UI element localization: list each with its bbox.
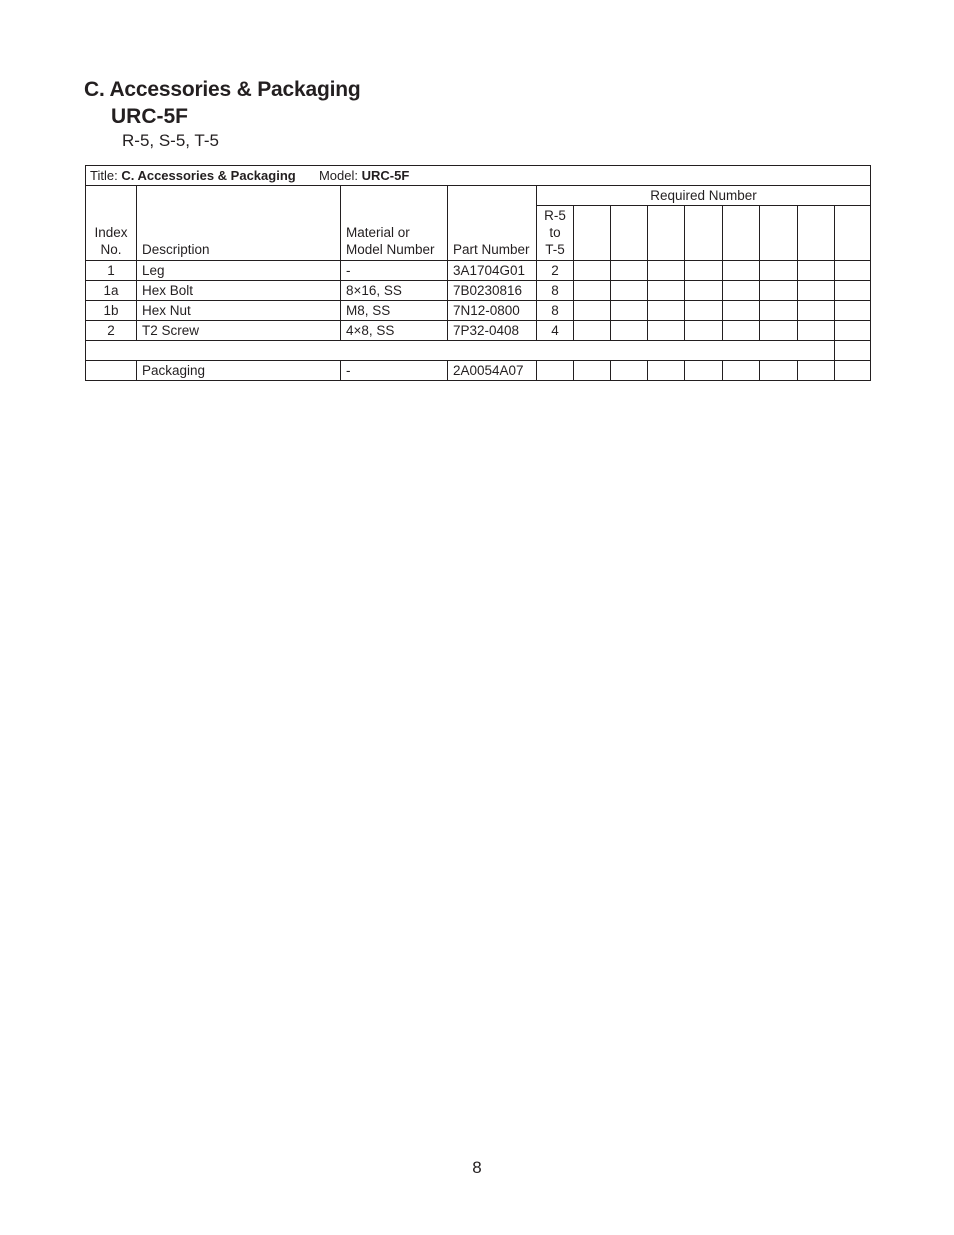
model-label: Model: bbox=[318, 167, 358, 183]
table-row: 1a Hex Bolt 8×16, SS 7B0230816 8 bbox=[86, 281, 871, 301]
header-required-number: Required Number bbox=[537, 186, 871, 206]
table-row: 1 Leg - 3A1704G01 2 bbox=[86, 261, 871, 281]
header-model-range: R-5 to T-5 bbox=[537, 206, 574, 261]
header-material: Material or Model Number bbox=[341, 186, 448, 261]
model-variants: R-5, S-5, T-5 bbox=[122, 131, 219, 150]
packaging-row: Packaging - 2A0054A07 bbox=[86, 361, 871, 381]
title-value: C. Accessories & Packaging bbox=[121, 167, 296, 183]
parts-table bbox=[85, 165, 871, 381]
header-row-1 bbox=[86, 186, 871, 206]
header-index: Index No. bbox=[86, 186, 137, 261]
model-heading: URC-5F bbox=[111, 105, 188, 128]
header-part-number: Part Number bbox=[448, 186, 537, 261]
spacer-row bbox=[86, 341, 871, 361]
table-title-cell bbox=[86, 166, 871, 186]
table-row: 1b Hex Nut M8, SS 7N12-0800 8 bbox=[86, 301, 871, 321]
header-description: Description bbox=[137, 186, 341, 261]
table-title-row bbox=[86, 166, 871, 186]
page-number: 8 bbox=[472, 1158, 482, 1177]
title-label: Title: bbox=[90, 167, 118, 183]
section-heading: C. Accessories & Packaging bbox=[84, 78, 361, 101]
table-row: 2 T2 Screw 4×8, SS 7P32-0408 4 bbox=[86, 321, 871, 341]
model-value: URC-5F bbox=[361, 167, 410, 183]
